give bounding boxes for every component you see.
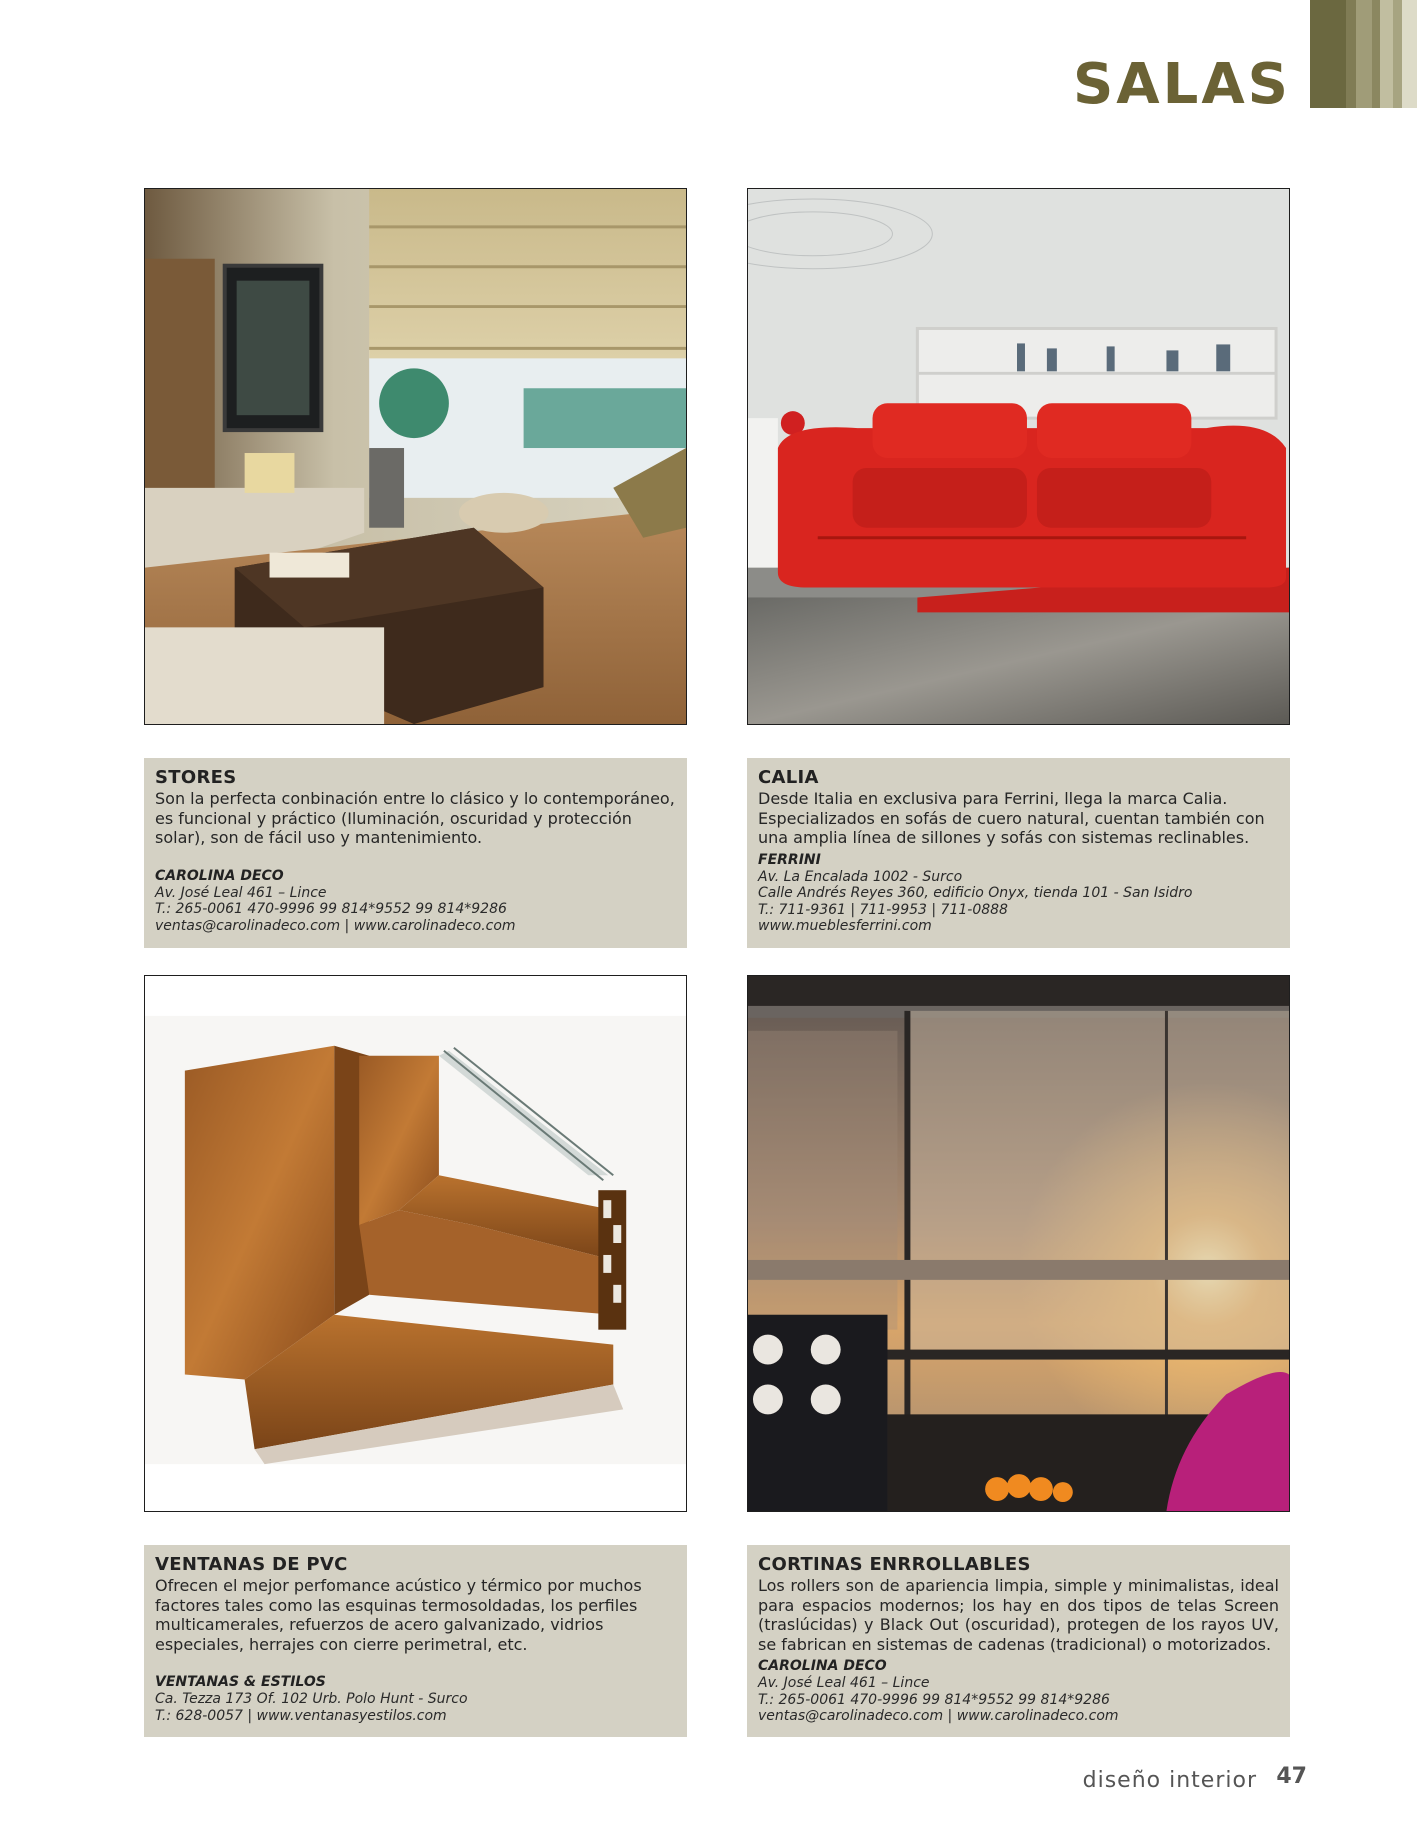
contact-phone: T.: 265-0061 470-9996 99 814*9552 99 814*9286 [155, 901, 507, 917]
contact-phone-web[interactable]: T.: 628-0057 | www.ventanasyestilos.com [155, 1707, 447, 1724]
product-description: Son la perfecta conbinación entre lo clásico y lo contemporáneo, es funcional y práctico (Iluminación, oscuridad y protección solar), son de fácil uso y mantenimiento. [155, 789, 675, 847]
product-title: VENTANAS DE PVC [155, 1554, 348, 1575]
company-name: CAROLINA DECO [758, 1658, 887, 1674]
pvc-window-profile-photo [144, 975, 687, 1512]
contact-address: Av. José Leal 461 – Lince [155, 884, 327, 901]
company-name: FERRINI [758, 851, 821, 868]
contact-address: Calle Andrés Reyes 360, edificio Onyx, tienda 101 - San Isidro [758, 885, 1193, 901]
contact-phone: T.: 711-9361 | 711-9953 | 711-0888 [758, 901, 1008, 918]
red-sofa-photo [747, 188, 1290, 725]
living-room-roman-blinds-photo [144, 188, 687, 725]
product-info-ventanas-pvc [144, 1545, 687, 1737]
contact-web[interactable]: www.mueblesferrini.com [758, 918, 932, 934]
contact-web[interactable]: ventas@carolinadeco.com | www.carolinadeco.com [758, 1708, 1119, 1724]
page-number: 47 [1276, 1764, 1307, 1789]
company-name: CAROLINA DECO [155, 867, 284, 884]
product-description: Ofrecen el mejor perfomance acústico y térmico por muchos factores tales como las esquinas termosoldadas, los perfiles multicamerales, refuerzos de acero galvanizado, vidrios especiales, herrajes con cierre perimetral, etc. [155, 1576, 642, 1654]
product-info-calia [747, 758, 1290, 948]
roller-blinds-sunset-photo [747, 975, 1290, 1512]
product-info-stores [144, 758, 687, 948]
product-description: Los rollers son de apariencia limpia, simple y minimalistas, ideal para espacios modernos; los hay en dos tipos de telas Screen (traslúcidas) y Black Out (oscuridad), protegen de los rayos UV, se fabrican en sistemas de cadenas (tradicional) o motorizados. [758, 1576, 1279, 1654]
product-info-cortinas-enrrollables [747, 1545, 1290, 1737]
company-name: VENTANAS & ESTILOS [155, 1674, 326, 1690]
product-title: CORTINAS ENRROLLABLES [758, 1554, 1031, 1575]
contact-address: Ca. Tezza 173 Of. 102 Urb. Polo Hunt - Surco [155, 1691, 468, 1707]
contact-phone: T.: 265-0061 470-9996 99 814*9552 99 814*9286 [758, 1691, 1110, 1708]
contact-web[interactable]: ventas@carolinadeco.com | www.carolinadeco.com [155, 917, 516, 934]
product-title: CALIA [758, 767, 819, 788]
product-description: Desde Italia en exclusiva para Ferrini, llega la marca Calia. Especializados en sofás de cuero natural, cuentan también con una amplia línea de sillones y sofás con sistemas reclinables. [758, 789, 1265, 847]
section-title: SALAS [1072, 52, 1291, 117]
corner-stripes-decoration [1310, 0, 1417, 108]
contact-address: Av. José Leal 461 – Lince [758, 1675, 930, 1691]
product-title: STORES [155, 767, 237, 788]
contact-address: Av. La Encalada 1002 - Surco [758, 868, 963, 885]
magazine-name: diseño interior [1082, 1768, 1257, 1793]
